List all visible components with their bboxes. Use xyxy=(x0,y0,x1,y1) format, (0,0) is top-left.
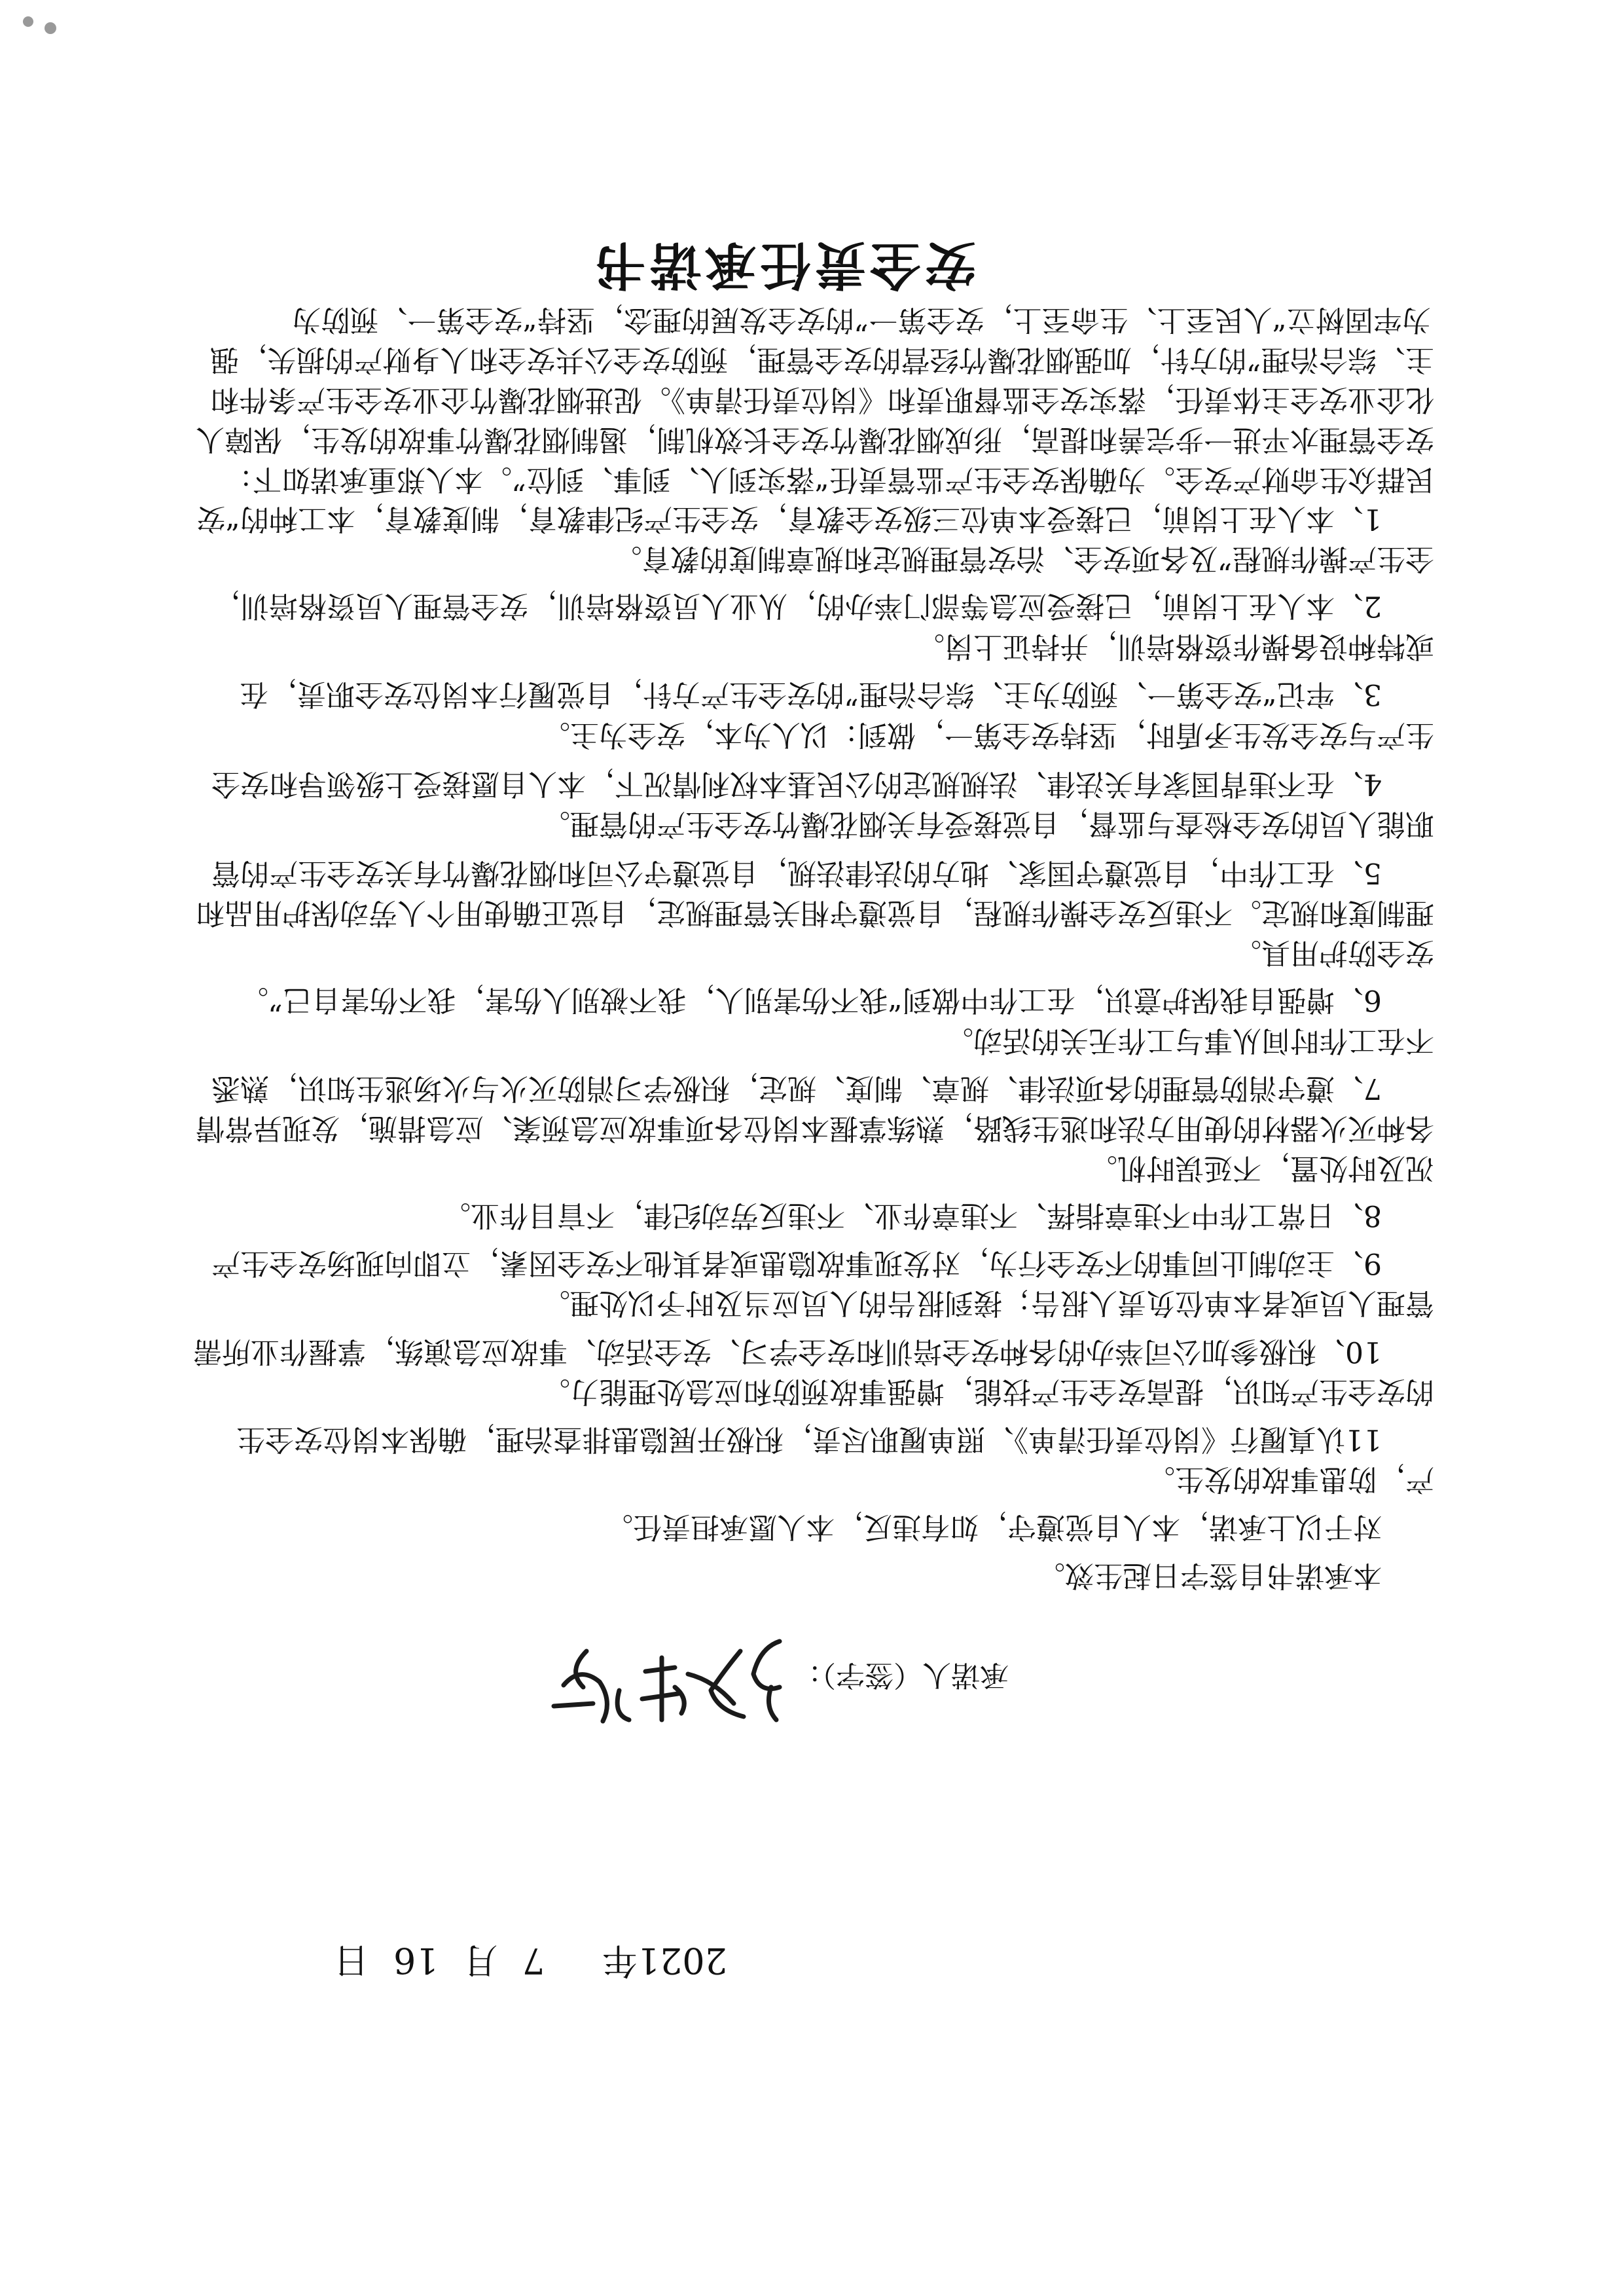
body-line: 6、增强自我保护意识，在工作中做到“我不伤害别人，我不被别人伤害，我不伤害自己”。 xyxy=(240,983,1382,1017)
scan-speck xyxy=(45,22,56,34)
body-line: 主、综合治理”的方针，加强烟花爆竹经营的安全管理，预防安全公共安全和人身财产的损失，强 xyxy=(209,343,1434,376)
body-line: 全生产操作规程”及各项安全、治安管理规定和规章制度的教育。 xyxy=(613,542,1434,575)
body-line: 或特种设备操作资格培训，并持证上岗。 xyxy=(916,630,1434,663)
body-line: 安全防护用具。 xyxy=(1233,936,1434,970)
body-line: 本承诺书自签字日起生效。 xyxy=(1036,1559,1382,1592)
body-line: 民群众生命财产安全。为确保安全生产监管责任“落实到人、到事、到位”。本人郑重承诺如下： xyxy=(224,463,1434,496)
body-line: 8、日常工作中不违章指挥、不违章作业、不违反劳动纪律，不盲目作业。 xyxy=(442,1199,1382,1232)
date-year-suffix: 年 xyxy=(602,1940,638,1981)
signature-label: 承诺人（签字）： xyxy=(793,1658,1009,1692)
body-line: 各种灭火器材的使用方法和逃生线路，熟练掌握本岗位各项事故应急预案、应急措施，发现异常情 xyxy=(196,1112,1434,1145)
body-line: 4、在不违背国家有关法律、法规规定的公民基本权利情况下，本人自愿接受上级领导和安全 xyxy=(211,767,1382,801)
body-line: 管理人员或者本单位负责人报告；接到报告的人员应当及时予以处理。 xyxy=(541,1286,1434,1320)
body-line: 理制度和规定。不违反安全操作规程，自觉遵守相关管理规定，自觉正确使用个人劳动保护用品和 xyxy=(196,896,1434,930)
body-line: 化企业安全主体责任，落实安全监督职责和《岗位责任清单》。促进烟花爆竹企业安全生产条件和 xyxy=(210,383,1434,416)
body-line: 3、牢记“安全第一、预防为主、综合治理”的安全生产方针，自觉履行本岗位安全职责，在 xyxy=(240,678,1382,711)
body-line: 10、积极参加公司举办的各种安全培训和安全学习、安全活动、事故应急演练，掌握作业所需 xyxy=(193,1335,1382,1368)
signature-date xyxy=(334,1938,727,1988)
body-line: 11认真履行《岗位责任清单》、照单履职尽责，积极开展隐患排查治理，确保本岗位安全生 xyxy=(236,1423,1382,1456)
document-title: 安全责任承诺书 xyxy=(590,235,976,295)
body-line: 产，防患事故的发生。 xyxy=(1146,1463,1434,1496)
date-day: 16 xyxy=(393,1940,439,1981)
scan-speck xyxy=(23,16,33,27)
body-line: 2、本人在上岗前，已接受应急等部门举办的，从业人员资格培训，安全管理人员资格培训， xyxy=(211,589,1382,623)
body-line: 生产与安全发生矛盾时，坚持安全第一，做到：以人为本，安全为主。 xyxy=(541,718,1434,752)
date-month-suffix: 月 xyxy=(462,1940,498,1981)
body-line: 安全管理水平进一步完善和提高，形成烟花爆竹安全长效机制，遏制烟花爆竹事故的发生，保障人 xyxy=(196,423,1434,456)
body-line: 9、主动制止同事的不安全行为，对发现事故隐患或者其他不安全因素，立即向现场安全生产 xyxy=(211,1247,1382,1280)
date-month: 7 xyxy=(522,1940,545,1981)
body-line: 不在工作时间从事与工作无关的活动。 xyxy=(945,1024,1434,1057)
body-line: 1、本人在上岗前，已接受本单位三级安全教育，安全生产纪律教育，制度教育，本工种的“安 xyxy=(196,502,1382,536)
body-line: 7、遵守消防管理的各项法律、规章、制度、规定，积极学习消防灭火与火场逃生知识，熟悉 xyxy=(211,1072,1382,1105)
body-line: 况及时处置，不延误时机。 xyxy=(1089,1152,1434,1185)
body-line: 为牢固树立“人民至上、生命至上，安全第一”的安全发展的理念，坚持“安全第一、预防为 xyxy=(292,303,1431,337)
body-line: 5、在工作中，自觉遵守国家、地方的法律法规，自觉遵守公司和烟花爆竹有关安全生产的管 xyxy=(211,856,1382,890)
body-line: 的安全生产知识，提高安全生产技能，增强事故预防和应急处理能力。 xyxy=(541,1375,1434,1408)
date-year: 2021 xyxy=(637,1940,727,1981)
date-day-suffix: 日 xyxy=(333,1940,369,1981)
body-line: 职能人员的安全检查与监督，自觉接受有关烟花爆竹安全生产的管理。 xyxy=(541,807,1434,841)
body-line: 对于以上承诺，本人自觉遵守，如有违反，本人愿承担责任。 xyxy=(604,1510,1382,1544)
